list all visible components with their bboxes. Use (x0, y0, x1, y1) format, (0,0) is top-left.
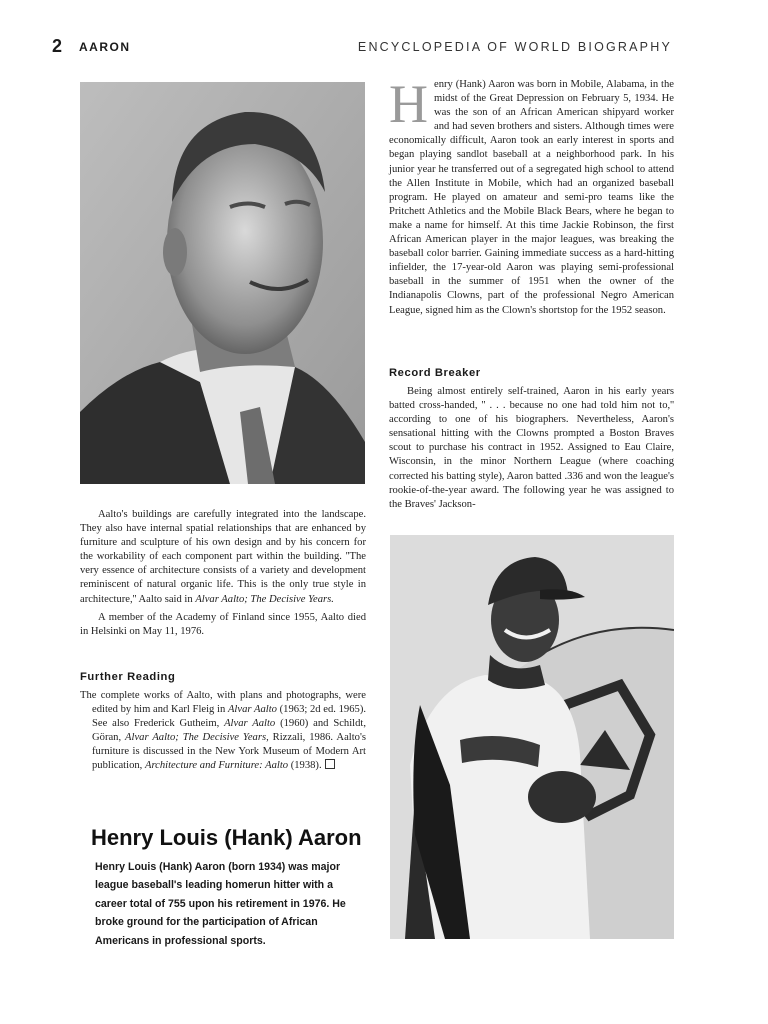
book-title: Alvar Aalto; The Decisive Years, (125, 732, 269, 744)
article-title: Henry Louis (Hank) Aaron (91, 825, 362, 850)
further-reading-text (80, 689, 366, 774)
record-breaker-paragraph (389, 385, 674, 512)
aaron-intro-paragraph (389, 74, 674, 318)
aalto-paragraph-2: A member of the Academy of Finland since 1955, Aalto died in Helsinki on May 11, 1976. (80, 611, 366, 637)
section-heading-record-breaker: Record Breaker (389, 367, 481, 379)
record-breaker-text: Being almost entirely self-trained, Aaron in his early years batted cross-handed, '' . . . because no one had told him not to,'' according to one of his biographers. Nevertheless, Aaron's sensational hitting with the Clowns prompted a Boston Braves scout to purchase his contract in 1952. Assigned to Eau Claire, Wisconsin, in the minor Northern League (where coaching corrected his batting style), Aaron batted .336 and won the league's rookie-of-the-year award. The following year he was assigned to the Braves' Jackson- (389, 386, 674, 510)
aaron-portrait-photo (390, 535, 674, 939)
intro-text: enry (Hank) Aaron was born in Mobile, Alabama, in the midst of the Great Depression on February 5, 1934. He was the son of an African American shipyard worker and had seven brothers and sisters. Although times were economically difficult, Aaron took an early interest in sports and began playing sandlot baseball at a neighborhood park. In his junior year he transferred out of a segregated high school to attend the Allen Institute in Mobile, which had an organized baseball program. He played on amateur and semi-pro teams like the Pritchett Athletics and the Mobile Black Bears, where he began to make a name for himself. At this time Jackie Robinson, the first African American player in the major leagues, was breaking the baseball color barrier. Gaining immediate success as a hard-hitting infielder, the 17-year-old Aaron was playing semi-professional baseball in the summer of 1951 when the owner of the Indianapolis Clowns, part of the professional Negro American League, signed him as the Clown's shortstop for the 1952 season. (389, 79, 674, 316)
book-title: Alvar Aalto (224, 718, 276, 730)
aalto-paragraph-1: Aalto's buildings are carefully integrated into the landscape. They also have internal spatial relationships that are enhanced by furniture and sculpture of his own design and by his concern for the workability of each component part within the building. ''The very essence of architecture consists of a variety and development reminiscent of natural organic life. This is the only true style in architecture,'' Aalto said in Alvar Aalto; The Decisive Years. (80, 509, 366, 605)
running-header-publication: ENCYCLOPEDIA OF WORLD BIOGRAPHY (357, 40, 672, 54)
article-summary: Henry Louis (Hank) Aaron (born 1934) was major league baseball's leading homerun hitter with a career total of 755 upon his retirement in 1976. He broke ground for the participation of African Americans in professional sports. (95, 861, 346, 947)
running-header-entry: AARON (79, 40, 131, 54)
further-reading-paragraph: The complete works of Aalto, with plans and photographs, were edited by him and Karl Fleig in Alvar Aalto (1963; 2d ed. 1965). See also Frederick Gutheim, Alvar Aalto (1960) and Schildt, Göran, Alvar Aalto; The Decisive Years, Rizzali, 1986. Aalto's furniture is discussed in the New York Museum of Modern Art publication, Architecture and Furniture: Aalto (1938). (80, 690, 366, 772)
book-title: Alvar Aalto (227, 704, 277, 716)
aalto-portrait-photo (80, 82, 365, 484)
end-of-article-box-icon (325, 759, 335, 769)
page-number: 2 (52, 36, 63, 56)
book-title: Architecture and Furniture: Aalto (144, 760, 289, 772)
book-title: Alvar Aalto; The Decisive Years. (195, 593, 334, 605)
drop-cap: H (389, 74, 428, 134)
section-heading-further-reading: Further Reading (80, 671, 176, 683)
aalto-article-text (80, 508, 366, 639)
